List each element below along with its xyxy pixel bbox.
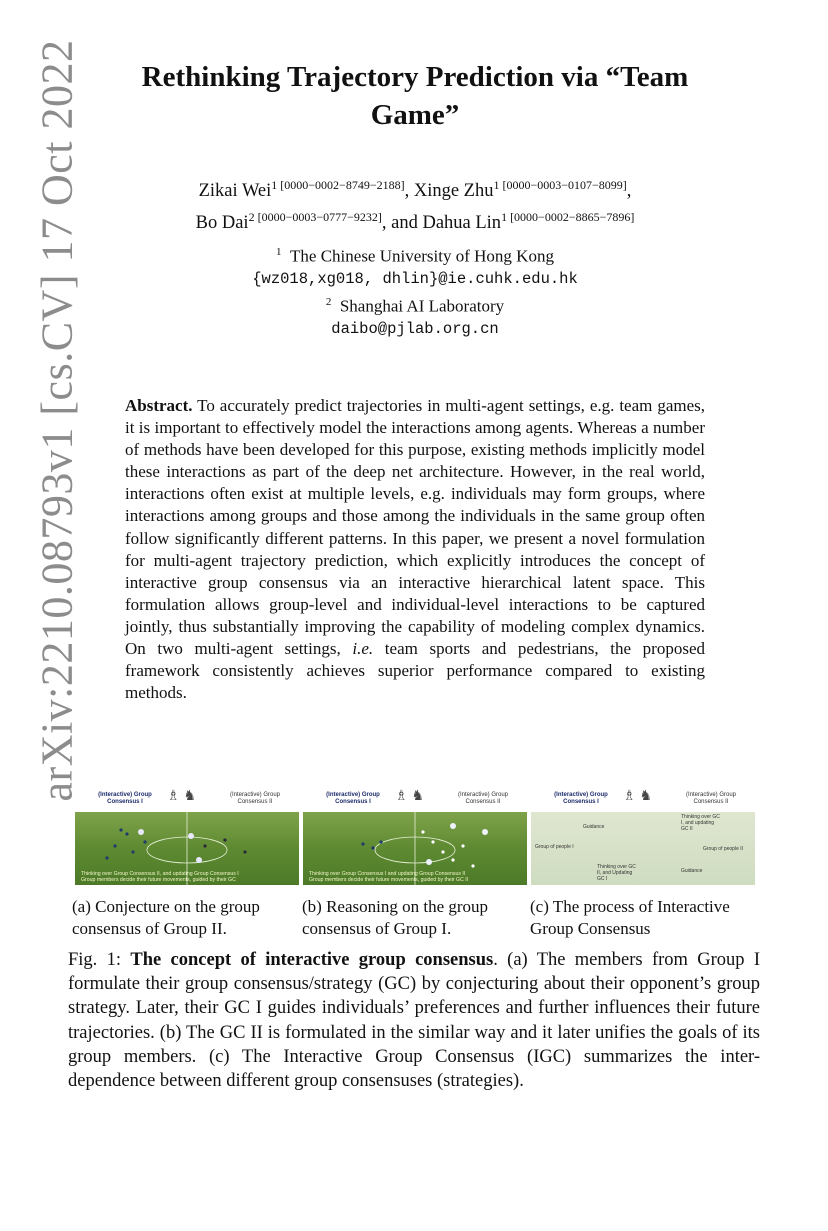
author-name: , and Dahua Lin (381, 213, 502, 234)
figure-caption-title: The concept of interactive group consensus (130, 950, 494, 970)
panel-caption (309, 871, 523, 883)
panel-header (75, 787, 299, 812)
affil-email[interactable]: {wz018,xg018, dhlin}@ie.cuhk.edu.hk (252, 270, 578, 289)
author-name: Bo Dai (195, 213, 249, 234)
author-orcid: 1 [0000−0003−0107−8099] (493, 178, 627, 192)
subcaption-a: (a) Conjecture on the group consensus of Group II. (72, 897, 260, 938)
affil-marker: 2 (325, 295, 332, 308)
igc-diagram-image (531, 812, 755, 885)
panel-label-left: (Interactive) Group Consensus I (98, 792, 152, 805)
affil-marker: 1 (276, 246, 282, 258)
affiliations (100, 241, 730, 340)
figure-caption (68, 948, 760, 1093)
author-orcid: 1 [0000−0002−8865−7896] (501, 210, 635, 225)
note-guidance-2: Guidance (681, 868, 703, 874)
chess-pieces-icon: ♗ ♞ (167, 787, 196, 803)
note-think-1: Thinking over GC II, and Updating GC I (597, 864, 636, 882)
panel-label-right: (Interactive) Group Consensus II (229, 792, 281, 805)
author-name: Zikai Wei (198, 181, 272, 202)
panel-caption (81, 871, 295, 883)
panel-caption-line: Group members decide their future movements, guided by their GC (81, 877, 236, 883)
arxiv-identifier-text: arXiv:2210.08793v1 [cs.CV] 17 Oct 2022 (32, 38, 82, 802)
panel-c (531, 787, 755, 885)
panel-label-left: (Interactive) Group Consensus I (554, 792, 608, 805)
abstract (125, 395, 705, 704)
abstract-text: team sports and pedestrians, the proposed framework consistently achieves superior performance compared to existing methods. (125, 639, 706, 703)
title-line-2: Game” (370, 99, 460, 131)
panel-label-right: (Interactive) Group Consensus II (457, 792, 509, 805)
panel-label-left: (Interactive) Group Consensus I (326, 792, 380, 805)
affil-institution: Shanghai AI Laboratory (339, 296, 505, 316)
panel-header (531, 787, 755, 812)
figure-panels (75, 787, 755, 885)
author-orcid: 2 [0000−0003−0777−9232] (248, 210, 382, 225)
panel-caption-line: Thinking over Group Consensus II, and updating Group Consensus I (81, 871, 239, 877)
panel-label-right: (Interactive) Group Consensus II (685, 792, 737, 805)
subcaption-b: (b) Reasoning on the group consensus of Group I. (302, 897, 489, 938)
note-group-2: Group of people II (703, 846, 744, 852)
subfigure-captions (72, 896, 762, 942)
affil-email[interactable]: daibo@pjlab.org.cn (331, 319, 499, 338)
soccer-field-image (303, 812, 527, 885)
panel-a (75, 787, 299, 885)
author-orcid: 1 [0000−0002−8749−2188] (271, 178, 405, 192)
note-think-2: Thinking over GC I, and updating GC II (681, 814, 720, 832)
abstract-label: Abstract. (125, 396, 193, 415)
arxiv-identifier (22, 38, 92, 802)
author-name: , Xinge Zhu (404, 181, 494, 202)
figure-caption-text: . (a) The members from Group I formulate their group consensus/strategy (GC) by conjecturing about their opponent’s group strategy. Later, their GC I guides individuals’ preferences and further influences their future trajectories. (b) The GC II is formulated in the similar way and it later unifies the goals of its group members. (c) The Interactive Group Consensus (IGC) summarizes the inter-dependence between different group consensuses (strategies). (68, 950, 760, 1092)
note-group-1: Group of people I (535, 844, 574, 850)
panel-header (303, 787, 527, 812)
subcaption-c: (c) The process of Interactive Group Consensus (530, 897, 730, 938)
paper-title (100, 58, 730, 134)
title-line-1: Rethinking Trajectory Prediction via “Team (141, 61, 689, 93)
author-list (100, 172, 730, 236)
chess-pieces-icon: ♗ ♞ (623, 787, 652, 803)
soccer-field-image (75, 812, 299, 885)
panel-caption-line: Thinking over Group Consensus I and updating Group Consensus II (309, 871, 466, 877)
chess-pieces-icon: ♗ ♞ (395, 787, 424, 803)
abstract-ie: i.e. (352, 639, 374, 659)
abstract-text: To accurately predict trajectories in multi-agent settings, e.g. team games, it is important to effectively model the interactions among agents. Whereas a number of methods have been developed for this purpose, existing methods implicitly model these interactions as part of the deep net architecture. However, in the real world, interactions often exist at multiple levels, e.g. individuals may form groups, where interactions among groups and those among the individuals in the same group often follow significantly different patterns. In this paper, we present a novel formulation for multi-agent trajectory prediction, which explicitly introduces the concept of interactive group consensus via an interactive hierarchical latent space. This formulation allows group-level and individual-level interactions to be captured jointly, thus substantially improving the capability of modeling complex dynamics. On two multi-agent settings, (125, 396, 705, 659)
panel-b (303, 787, 527, 885)
panel-caption-line: Group members decide their future movements, guided by their GC II (309, 877, 469, 883)
note-guidance: Guidance (583, 824, 605, 830)
author-separator: , (626, 181, 632, 202)
affil-institution: The Chinese University of Hong Kong (290, 246, 554, 266)
figure-caption-label: Fig. 1: (68, 950, 131, 970)
